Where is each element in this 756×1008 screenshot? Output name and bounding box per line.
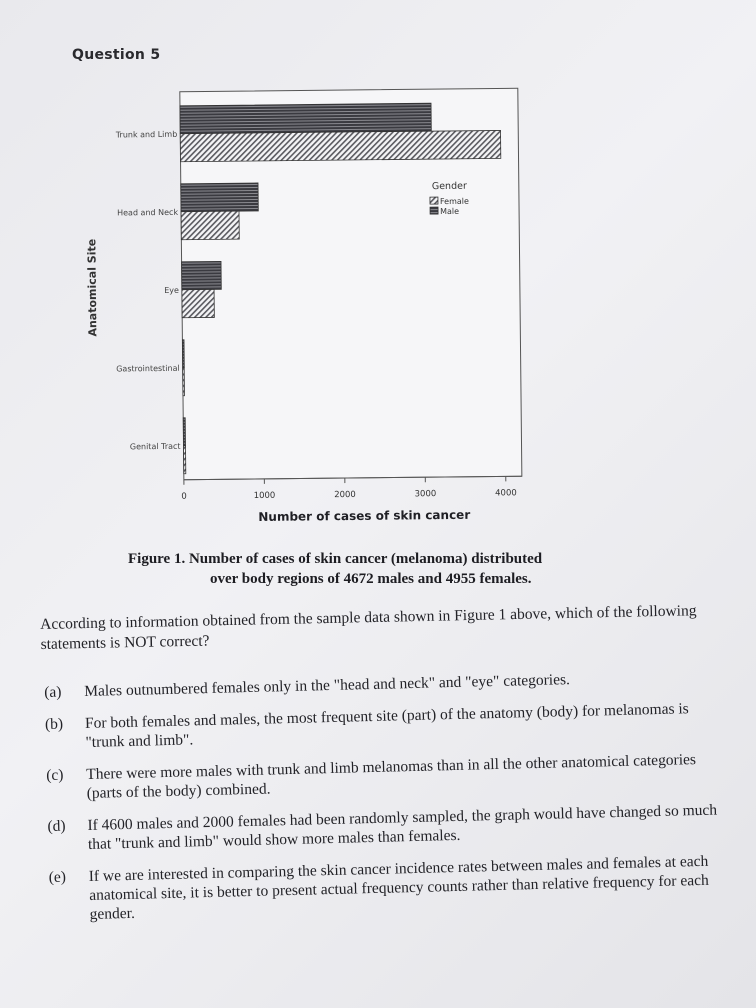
x-tick-label: 2000 [334, 489, 356, 501]
bar-female-head-and-neck [181, 211, 239, 240]
question-label: Question 5 [72, 47, 161, 63]
answer-options [44, 666, 730, 938]
bar-male-head-and-neck [181, 183, 259, 212]
legend-swatch-female [430, 197, 438, 204]
category-label: Head and Neck [117, 207, 179, 218]
caption-line-2: over body regions of 4672 males and 4955 females. [210, 571, 532, 587]
option-text: If we are interested in comparing the skin cancer incidence rates between males and females at each anatomical site, it is better to present actual frequency counts rather than relative frequency for each gender. [88, 852, 709, 923]
bar-female-eye [182, 289, 214, 317]
legend-swatch-male [430, 207, 438, 214]
option-letter: (b) [44, 715, 64, 733]
category-label: Gastrointestinal [116, 363, 180, 374]
bar-female-trunk-and-limb [180, 130, 501, 161]
bar-male-trunk-and-limb [180, 103, 431, 134]
x-tick-label: 1000 [253, 490, 276, 502]
x-tick-label: 3000 [414, 489, 437, 500]
legend-title: Gender [431, 180, 467, 193]
option-text: For both females and males, the most frequent site (part) of the anatomy (body) for melanomas is "trunk and limb". [84, 700, 689, 752]
option-c[interactable] [46, 749, 727, 804]
option-letter: (c) [46, 766, 64, 784]
option-d[interactable] [47, 800, 728, 855]
category-label: Eye [164, 285, 179, 295]
legend-label-male: Male [440, 206, 460, 217]
option-letter: (a) [44, 683, 62, 701]
bar-male-eye [182, 261, 222, 289]
x-tick-label: 0 [181, 491, 187, 502]
category-label: Trunk and Limb [115, 129, 178, 140]
x-axis-title: Number of cases of skin cancer [258, 507, 471, 524]
caption-line-1: Figure 1. Number of cases of skin cancer (melanoma) distributed [128, 551, 543, 567]
option-text: If 4600 males and 2000 females had been randomly sampled, the graph would have changed so much that "trunk and limb" would show more males than females. [87, 801, 718, 853]
option-b[interactable] [45, 698, 726, 753]
option-e[interactable] [49, 851, 730, 925]
category-label: Genital Tract [129, 441, 181, 452]
figure-caption [128, 549, 648, 589]
question-text: According to information obtained from the sample data shown in Figure 1 above, which of the following statements is NOT correct? [40, 602, 697, 653]
option-text: Males outnumbered females only in the "head and neck" and "eye" categories. [84, 671, 571, 701]
x-tick-label: 4000 [495, 488, 517, 499]
option-text: There were more males with trunk and limb melanomas than in all the other anatomical categories (parts of the body) combined. [86, 751, 697, 802]
bar-female-genital-tract [184, 446, 186, 474]
legend-label-female: Female [439, 196, 469, 207]
bar-male-genital-tract [183, 418, 185, 446]
bar-female-gastrointestinal [183, 368, 185, 396]
y-axis-title: Anatomical Site [85, 238, 100, 337]
option-letter: (e) [48, 868, 67, 886]
bar-male-gastrointestinal [182, 340, 184, 368]
option-letter: (d) [47, 817, 66, 835]
